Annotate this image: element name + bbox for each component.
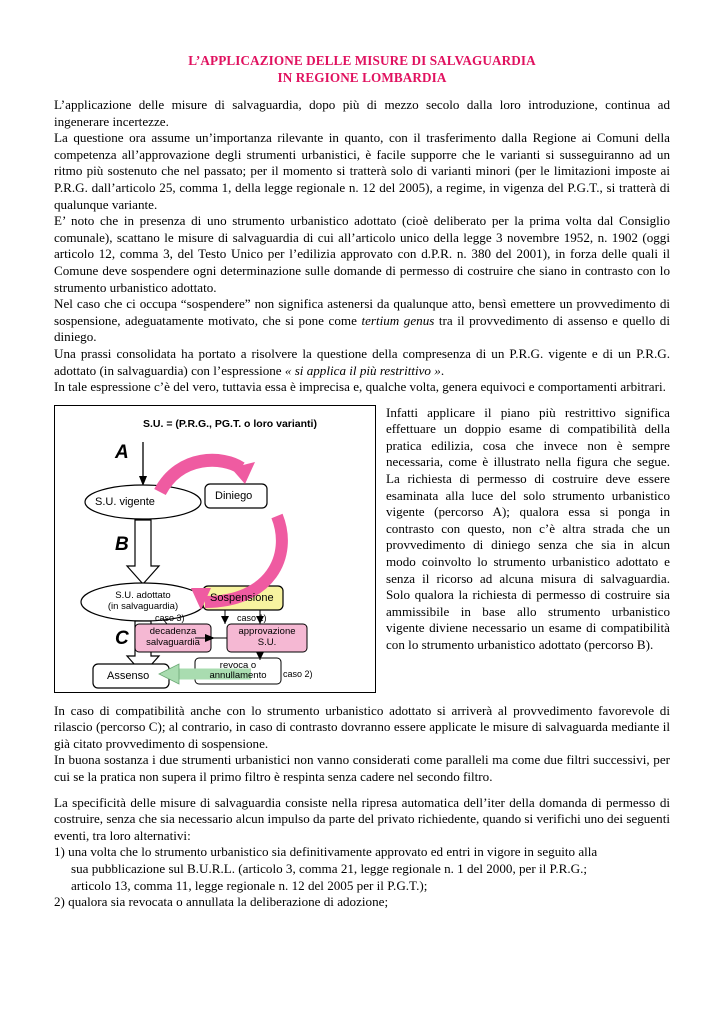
paragraph-after-3: La specificità delle misure di salvaguardia consiste nella ripresa automatica dell’iter della domanda di permesso di costruire, senza che sia necessario alcun impulso da parte del privato richiedente, quando si verifichi uno dei seguenti eventi, tra loro alternativi:	[54, 794, 670, 843]
paragraph-4	[54, 296, 670, 346]
list-item-1-line-1: 1) una volta che lo strumento urbanistico sia definitivamente approvato ed entri in vigore in seguito alla	[54, 844, 598, 860]
node-revoca-line2: annullamento	[209, 669, 267, 681]
node-decadenza-line1: decadenza	[149, 625, 197, 637]
paragraph-3: E’ noto che in presenza di uno strumento urbanistico adottato (cioè deliberato per la prima volta dal Consiglio comunale), scattano le misure di salvaguardia di cui all’articolo unico della legge 3 novembre 1952, n. 1902 (oggi articolo 12, comma 3, del Testo Unico per l’edilizia approvato con d.P.R. n. 380 del 2001), in forza delle quali il Comune deve sospendere ogni determinazione sulle domande di permesso di costruire che siano in contrasto con lo strumento urbanistico adottato.	[54, 213, 670, 295]
node-decadenza-line2: salvaguardia	[146, 636, 200, 648]
node-su-adottato-line2: (in salvaguardia)	[107, 600, 179, 612]
paragraph-4-part2: tra il provvedimento di assenso e quello di diniego.	[54, 312, 670, 345]
paragraph-5-part2: .	[440, 362, 445, 378]
page-title	[54, 52, 670, 86]
paragraph-1: L’applicazione delle misure di salvaguardia, dopo più di mezzo secolo dalla loro introduzione, continua ad ingenerare incertezze.	[54, 97, 670, 129]
diagram-svg	[55, 406, 375, 692]
node-sospensione: Sospensione	[210, 591, 274, 604]
title-line-2: IN REGIONE LOMBARDIA	[277, 70, 447, 85]
paragraph-6: In tale espressione c’è del vero, tuttavia essa è imprecisa e, qualche volta, genera equivoci e comportamenti arbitrari.	[54, 379, 666, 395]
node-approvazione-line2: S.U.	[257, 636, 277, 648]
paragraph-5	[54, 346, 670, 379]
label-caso-2: caso 2)	[283, 668, 313, 679]
node-su-vigente: S.U. vigente	[95, 495, 155, 508]
salvaguardia-flow-diagram	[54, 405, 376, 693]
title-line-1: L’APPLICAZIONE DELLE MISURE DI SALVAGUARDIA	[188, 53, 536, 68]
label-caso-1: caso 1)	[237, 612, 267, 623]
paragraph-4-part1: Nel caso che ci occupa “sospendere” non significa astenersi da qualunque atto, bensì emettere un provvedimento di sospensione, adeguatamente motivato, che si pone come	[54, 296, 670, 328]
node-assenso: Assenso	[107, 669, 150, 682]
paragraph-2: La questione ora assume un’importanza rilevante in quanto, con il trasferimento dalla Regione ai Comuni della competenza all’approvazione degli strumenti urbanistici, è facile supporre che le varianti si susseguiranno ad un ritmo più sostenuto che nel passato; per il momento si tratterà solo di varianti minori (per le limitazioni imposte ai P.R.G. dall’articolo 25, comma 1, della legge regionale n. 12 del 2005), a regime, in vigenza del P.G.T., si tratterà di qualunque variante.	[54, 130, 670, 212]
paragraph-5-italic: « si applica il più restrittivo »	[284, 362, 441, 378]
paragraph-after-2: In buona sostanza i due strumenti urbanistici non vanno considerati come paralleli ma come due filtri successivi, per cui se la pratica non supera il primo filtro è respinta senza cadere nel secondo filtro.	[54, 752, 670, 785]
node-diniego: Diniego	[215, 489, 253, 502]
node-su-adottato-line1: S.U. adottato	[115, 589, 171, 601]
label-c: C	[115, 627, 129, 649]
diagram-caption: S.U. = (P.R.G., PG.T. o loro varianti)	[143, 417, 317, 430]
label-caso-3: caso 3)	[155, 612, 185, 623]
list-item-1-line-3: articolo 13, comma 11, legge regionale n. 12 del 2005 per il P.G.T.);	[71, 877, 428, 893]
list-item-1-line-2: sua pubblicazione sul B.U.R.L. (articolo 3, comma 21, legge regionale n. 1 del 2000, per il P.R.G.;	[71, 861, 588, 877]
label-b: B	[115, 533, 129, 555]
paragraph-4-italic: tertium genus	[361, 312, 435, 328]
node-revoca-line1: revoca o	[219, 659, 257, 671]
paragraph-5-part1: Una prassi consolidata ha portato a risolvere la questione della compresenza di un P.R.G. vigente e di un P.R.G. adottato (in salvaguardia) con l’espressione	[54, 345, 670, 378]
list-item-2-line-1: 2) qualora sia revocata o annullata la deliberazione di adozione;	[54, 894, 389, 910]
node-approvazione-line1: approvazione	[238, 625, 296, 637]
figure-block	[54, 405, 670, 693]
figure-side-text: Infatti applicare il piano più restrittivo significa effettuare un doppio esame di compatibilità della pratica edilizia, cosa che invece non è sempre necessaria, come è illustrato nella figura che segue. La richiesta di permesso di costruire deve essere esaminata alla luce del solo strumento urbanistico vigente (percorso A); qualora essa si ponga in contrasto con questo, non c’è altra strada che un provvedimento di diniego senza che sia in alcun modo coinvolto lo strumento urbanistico adottato e senza il ricorso ad alcuna misura di salvaguardia. Solo qualora la richiesta di permesso di costruire sia ammissibile in base allo strumento urbanistico vigente diviene necessario un esame di compatibilità con lo strumento urbanistico adottato (percorso B).	[386, 404, 670, 652]
paragraph-after-1: In caso di compatibilità anche con lo strumento urbanistico adottato si arriverà al provvedimento favorevole di rilascio (percorso C); al contrario, in caso di contrasto dovranno essere applicate le misure di salvaguarda mediante il già citato provvedimento di sospensione.	[54, 702, 670, 751]
after-figure-section	[54, 693, 670, 911]
label-a: A	[115, 441, 129, 463]
